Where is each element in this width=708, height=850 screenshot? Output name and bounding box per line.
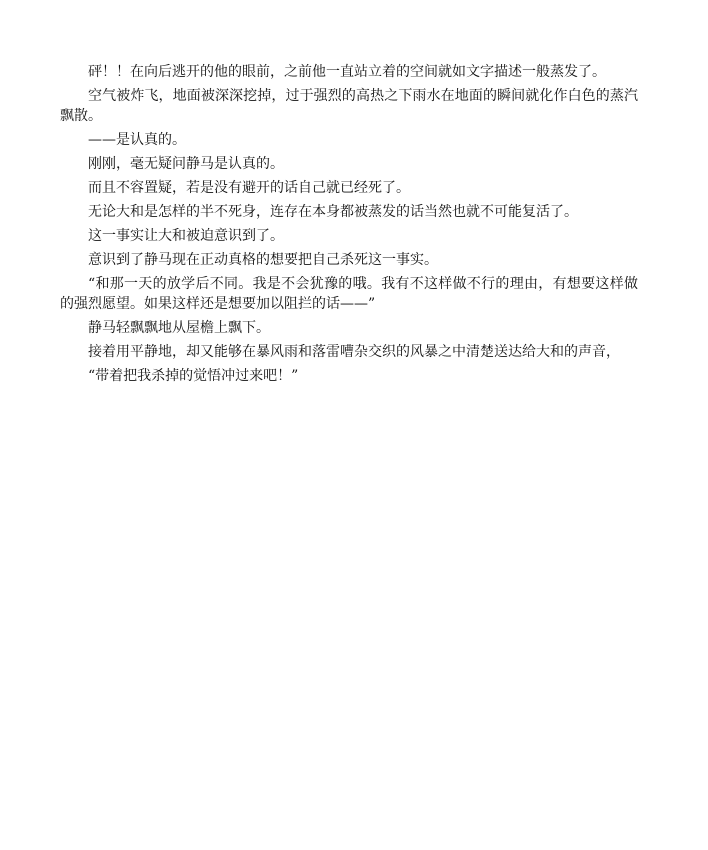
paragraph-7: 这一事实让大和被迫意识到了。	[88, 228, 284, 244]
paragraph-2: 空气被炸飞，地面被深深挖掉，过于强烈的高热之下雨水在地面的瞬间就化作白色的蒸汽飘散。	[60, 88, 638, 124]
paragraph-10: 静马轻飘飘地从屋檐上飘下。	[88, 320, 270, 336]
paragraph-6: 无论大和是怎样的半不死身，连存在本身都被蒸发的话当然也就不可能复活了。	[88, 204, 578, 220]
paragraph-1: 砰！！在向后逃开的他的眼前，之前他一直站立着的空间就如文字描述一般蒸发了。	[88, 64, 606, 80]
document-page	[60, 62, 638, 390]
paragraph-9: “和那一天的放学后不同。我是不会犹豫的哦。我有不这样做不行的理由，有想要这样做的强烈愿望。如果这样还是想要加以阻拦的话——”	[60, 276, 638, 312]
paragraph-12: “带着把我杀掉的觉悟冲过来吧！”	[88, 368, 299, 384]
paragraph-4: 刚刚，毫无疑问静马是认真的。	[88, 156, 284, 172]
paragraph-5: 而且不容置疑，若是没有避开的话自己就已经死了。	[88, 180, 410, 196]
paragraph-11: 接着用平静地，却又能够在暴风雨和落雷嘈杂交织的风暴之中清楚送达给大和的声音，	[88, 344, 620, 360]
paragraph-3: ——是认真的。	[88, 132, 186, 148]
paragraph-8: 意识到了静马现在正动真格的想要把自己杀死这一事实。	[88, 252, 438, 268]
